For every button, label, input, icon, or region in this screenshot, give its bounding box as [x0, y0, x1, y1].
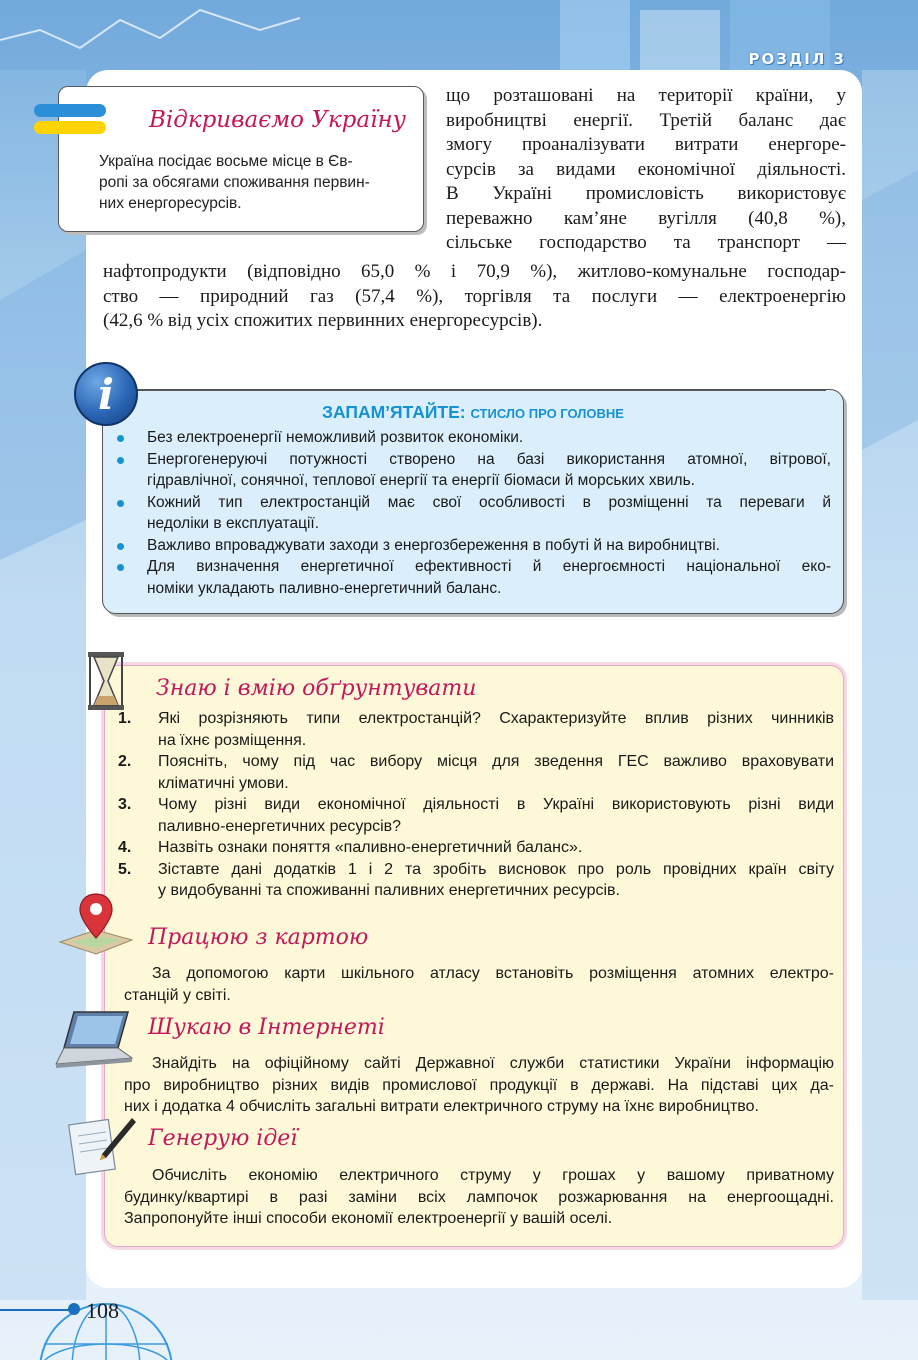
text-line: сурсів за видами економічної діяльності.: [446, 158, 846, 180]
question-line: паливно-енергетичних ресурсів?: [158, 817, 402, 835]
internet-heading: Шукаю в Інтернеті: [148, 1015, 385, 1040]
text-line: виробництві енергії. Третій баланс дає: [446, 109, 846, 131]
map-task-text: [124, 963, 834, 1006]
info-icon: i: [74, 362, 138, 426]
text-line: сільське господарство та транспорт —: [446, 232, 846, 253]
list-item-line: гідравлічної, сонячної, теплової енергії та енергії біомаси й морських хвиль.: [147, 472, 695, 489]
ukraine-fact-box: [58, 86, 424, 232]
ukraine-line: Україна посідає восьме місце в Єв-: [99, 153, 353, 170]
ukraine-line: них енергоресурсів.: [99, 195, 242, 212]
list-item-line: номіки укладають паливно-енергетичний баланс.: [147, 579, 502, 597]
text-line: переважно кам’яне вугілля (40,8 %),: [446, 207, 846, 229]
list-item-line: недоліки в експлуатації.: [147, 515, 320, 532]
remember-title: [103, 402, 843, 423]
question-line: Зіставте дані додатків 1 і 2 та зробіть висновок про роль провідних країн світу: [158, 860, 834, 878]
know-heading: Знаю і вмію обґрунтувати: [156, 676, 477, 701]
remember-box: [102, 389, 844, 614]
list-item-line: Без електроенергії неможливий розвиток економіки.: [147, 429, 524, 446]
info-connector-line: [136, 389, 826, 391]
question-line: Поясніть, чому під час вибору місця для зведення ГЕС важливо враховувати: [158, 753, 834, 770]
question-number: 5.: [118, 860, 132, 878]
question-item: [118, 837, 834, 859]
map-line: станцій у світі.: [124, 986, 231, 1004]
section-label: РОЗДІЛ 3: [748, 50, 846, 68]
question-line: кліматичні умови.: [158, 774, 289, 792]
remember-title-main: ЗАПАМ’ЯТАЙТЕ:: [322, 402, 466, 422]
list-item: [115, 449, 831, 492]
ukraine-flag-icon: [34, 104, 106, 134]
hourglass-icon: [82, 650, 130, 712]
ideas-line: будинку/квартирі в разі заміни всіх лампочок розжарювання на енергоощадні.: [124, 1188, 834, 1206]
question-item: [118, 859, 834, 902]
list-item-line: Важливо впроваджувати заходи з енергозбереження в побуті й на виробництві.: [147, 536, 720, 554]
internet-line: них і додатка 4 обчисліть загальні витрати електричного струму на їхнє виробництво.: [124, 1098, 759, 1115]
page-number-dot: [68, 1303, 80, 1315]
text-line: (42,6 % від усіх спожитих первинних енергоресурсів).: [103, 310, 543, 331]
text-line: змогу проаналізувати витрати енергоре-: [446, 134, 846, 155]
text-line: ство — природний газ (57,4 %), торгівля та послуги — електроенергію: [103, 285, 846, 307]
internet-line: Знайдіть на офіційному сайті Державної служби статистики України інформацію: [152, 1055, 834, 1072]
main-text-right-column: [446, 84, 846, 256]
internet-line: про виробництво різних видів промислової продукції в державі. На підставі цих да-: [124, 1076, 834, 1094]
map-heading: Працюю з картою: [148, 925, 369, 950]
map-line: За допомогою карти шкільного атласу встановіть розміщення атомних електро-: [152, 965, 834, 982]
question-item: [118, 794, 834, 837]
main-text-full-width: [103, 260, 846, 334]
text-line: В Україні промисловість використовує: [446, 183, 846, 204]
question-line: на їхнє розміщення.: [158, 731, 307, 749]
remember-subtitle: СТИСЛО ПРО ГОЛОВНЕ: [470, 406, 624, 421]
question-item: [118, 751, 834, 794]
question-line: у видобуванні та споживанні паливних енергетичних ресурсів.: [158, 882, 620, 899]
question-number: 4.: [118, 839, 132, 856]
ukraine-line: ропі за обсягами споживання первин-: [99, 174, 370, 191]
question-line: Які розрізняють типи електростанцій? Схарактеризуйте вплив різних чинників: [158, 710, 834, 727]
ideas-line: Обчисліть економію електричного струму у грошах у вашому приватному: [152, 1167, 834, 1184]
list-item: [115, 556, 831, 599]
list-item-line: Енергогенеруючі потужності створено на базі використання атомної, вітрової,: [147, 450, 831, 468]
text-line: нафтопродукти (відповідно 65,0 % і 70,9 %), житлово-комунальне господар-: [103, 261, 846, 282]
question-line: Назвіть ознаки поняття «паливно-енергетичний баланс».: [158, 839, 583, 856]
ideas-task-text: [124, 1165, 834, 1230]
map-pin-icon: [56, 890, 136, 958]
page-number-rule: [0, 1309, 74, 1311]
internet-task-text: [124, 1053, 834, 1118]
list-item: [115, 535, 831, 557]
remember-list: [115, 427, 831, 599]
list-item-line: Для визначення енергетичної ефективності й енергоємності національної еко-: [147, 558, 831, 575]
questions-list: [118, 708, 834, 902]
ideas-heading: Генерую ідеї: [148, 1126, 298, 1151]
question-line: Чому різні види економічної діяльності в Україні використовують різні види: [158, 796, 834, 813]
text-line: що розташовані на території країни, у: [446, 85, 846, 106]
list-item: [115, 427, 831, 449]
question-number: 2.: [118, 753, 132, 770]
ideas-line: Запропонуйте інші способи економії електроенергії у вашій оселі.: [124, 1210, 613, 1227]
question-item: [118, 708, 834, 751]
question-number: 3.: [118, 796, 132, 813]
list-item: [115, 492, 831, 535]
list-item-line: Кожний тип електростанцій має свої особливості в розміщенні та переваги й: [147, 493, 831, 511]
ukraine-box-text: [99, 151, 415, 214]
ukraine-box-title: Відкриваємо Україну: [149, 107, 406, 133]
page-number: 108: [86, 1298, 119, 1323]
question-number: 1.: [118, 710, 132, 727]
